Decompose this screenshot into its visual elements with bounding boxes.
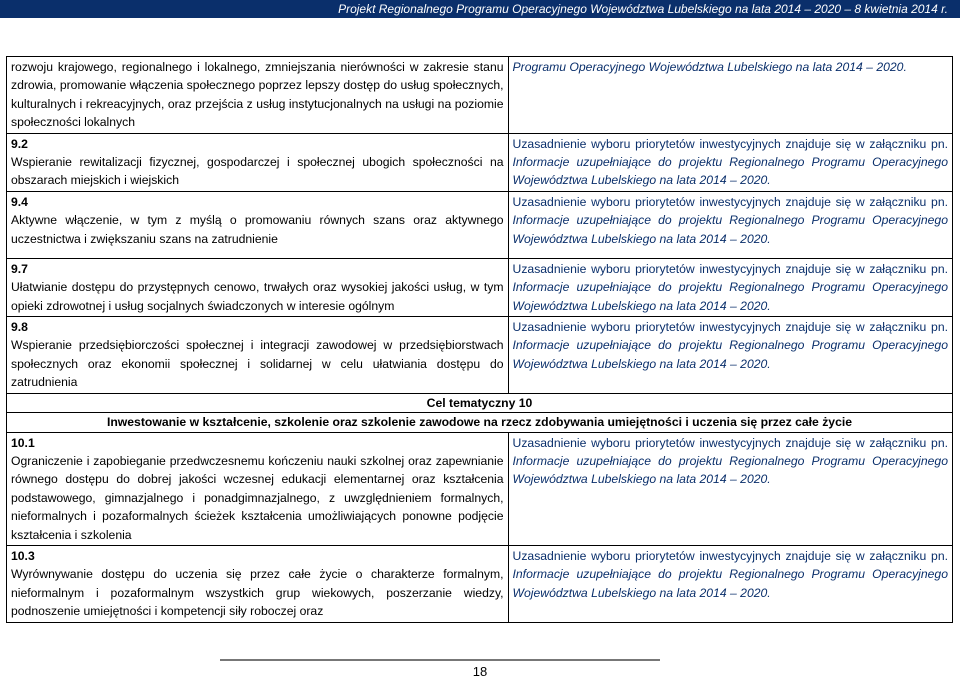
priority-code: 9.8 [11, 320, 28, 335]
justification-text: Uzasadnienie wyboru priorytetów inwestycyjnych znajduje się w załączniku pn. [512, 136, 948, 151]
priority-description-cell [7, 258, 509, 316]
priority-description: Wspieranie rewitalizacji fizycznej, gospodarczej i społecznej ubogich społeczności na obszarach miejskich i wiejskich [11, 155, 504, 188]
priority-description: Ułatwianie dostępu do przystępnych cenowo, trwałych oraz wysokiej jakości usług, w tym opieki zdrowotnej i usług socjalnych świadczonych w interesie ogólnym [11, 280, 504, 313]
justification-italic-text: Informacje uzupełniające do projektu Regionalnego Programu Operacyjnego Województwa Lubelskiego na lata 2014 – 2020. [512, 213, 948, 246]
table-row [7, 191, 953, 258]
section-subtitle-cell [7, 413, 953, 432]
justification-cell [508, 545, 952, 622]
priority-description-cell [7, 133, 509, 191]
priority-code: 9.2 [11, 136, 28, 151]
priority-description: rozwoju krajowego, regionalnego i lokalnego, zmniejszania nierówności w zakresie stanu zdrowia, promowanie włączenia społecznego poprzez lepszy dostęp do usług społecznych, kulturalnych i rekreacyjnych, oraz przejścia z usług instytucjonalnych na usługi na poziomie społeczności lokalnych [11, 60, 504, 130]
section-subtitle: Inwestowanie w kształcenie, szkolenie oraz szkolenie zawodowe na rzecz zdobywania umiejętności i uczenia się przez całe życie [106, 415, 853, 430]
justification-italic-text: Informacje uzupełniające do projektu Regionalnego Programu Operacyjnego Województwa Lubelskiego na lata 2014 – 2020. [512, 155, 948, 188]
priority-description: Aktywne włączenie, w tym z myślą o promowaniu równych szans oraz aktywnego uczestnictwa i zwiększaniu szans na zatrudnienie [11, 213, 504, 246]
priority-description-cell [7, 191, 509, 258]
justification-italic-text: Informacje uzupełniające do projektu Regionalnego Programu Operacyjnego Województwa Lubelskiego na lata 2014 – 2020. [512, 453, 948, 487]
justification-text: Uzasadnienie wyboru priorytetów inwestycyjnych znajduje się w załączniku pn. [512, 261, 948, 276]
table-row [7, 258, 953, 316]
priorities-table [6, 56, 953, 623]
priority-description: Wyrównywanie dostępu do uczenia się przez całe życie o charakterze formalnym, nieformalnym i pozaformalnym wszystkich grup wiekowych, poszerzanie wiedzy, podnoszenie umiejętności i kompetencji siły roboczej oraz [11, 567, 504, 619]
section-title: Cel tematyczny 10 [426, 395, 533, 410]
priority-description-cell [7, 545, 509, 622]
priority-code: 10.3 [11, 548, 35, 563]
justification-cell [508, 191, 952, 258]
priority-description-cell [7, 317, 509, 394]
page-number: 18 [472, 664, 488, 679]
justification-italic-text: Programu Operacyjnego Województwa Lubelskiego na lata 2014 – 2020. [512, 60, 907, 74]
justification-cell [508, 258, 952, 316]
justification-text: Uzasadnienie wyboru priorytetów inwestycyjnych znajduje się w załączniku pn. [512, 320, 948, 335]
document-header-text: Projekt Regionalnego Programu Operacyjnego Województwa Lubelskiego na lata 2014 – 2020 – 8 kwietnia 2014 r. [338, 2, 948, 16]
priority-description-cell [7, 432, 509, 545]
justification-italic-text: Informacje uzupełniające do projektu Regionalnego Programu Operacyjnego Województwa Lubelskiego na lata 2014 – 2020. [512, 338, 948, 371]
section-title-cell [7, 393, 953, 412]
table-row [7, 133, 953, 191]
justification-cell [508, 57, 952, 134]
justification-cell [508, 432, 952, 545]
justification-italic-text: Informacje uzupełniające do projektu Regionalnego Programu Operacyjnego Województwa Lubelskiego na lata 2014 – 2020. [512, 280, 948, 313]
priority-description: Wspieranie przedsiębiorczości społecznej i integracji zawodowej w przedsiębiorstwach społecznych oraz ekonomii społecznej i solidarnej w celu ułatwiania dostępu do zatrudnienia [11, 338, 504, 390]
justification-text: Uzasadnienie wyboru priorytetów inwestycyjnych znajduje się w załączniku pn. [512, 548, 948, 563]
table-row [7, 57, 953, 134]
table-row [7, 432, 953, 545]
table-row [7, 545, 953, 622]
document-header-band [0, 0, 960, 18]
justification-italic-text: Informacje uzupełniające do projektu Regionalnego Programu Operacyjnego Województwa Lubelskiego na lata 2014 – 2020. [512, 567, 948, 600]
priority-code: 10.1 [11, 435, 35, 450]
justification-text: Uzasadnienie wyboru priorytetów inwestycyjnych znajduje się w załączniku pn. [512, 435, 948, 450]
priority-code: 9.7 [11, 261, 28, 276]
justification-cell [508, 317, 952, 394]
table-row [7, 317, 953, 394]
section-subtitle-row [7, 413, 953, 432]
justification-cell [508, 133, 952, 191]
justification-text: Uzasadnienie wyboru priorytetów inwestycyjnych znajduje się w załączniku pn. [512, 194, 948, 209]
section-title-row [7, 393, 953, 412]
priority-description-cell [7, 57, 509, 134]
priority-description: Ograniczenie i zapobieganie przedwczesnemu kończeniu nauki szkolnej oraz zapewnianie równego dostępu do dobrej jakości wczesnej edukacji elementarnej oraz kształcenia podstawowego, gimnazjalnego i ponadgimnazjalnego, z uwzględnieniem formalnych, nieformalnych i pozaformalnych ścieżek kształcenia umożliwiających ponowne podjęcie kształcenia i szkolenia [11, 453, 504, 542]
footer-divider [220, 659, 660, 661]
priority-code: 9.4 [11, 194, 28, 209]
